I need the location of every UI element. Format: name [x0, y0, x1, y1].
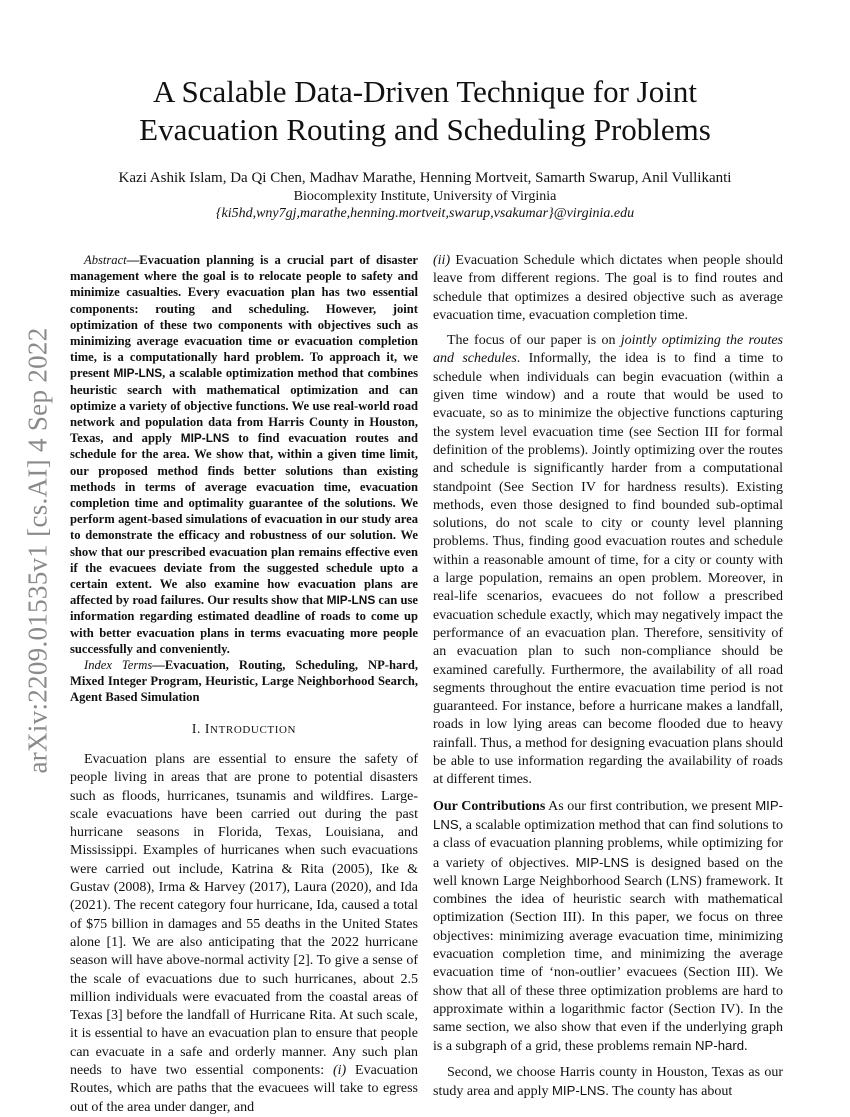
method-name: MIP-LNS — [551, 1083, 606, 1099]
abstract-text-2: , a scalable optimization method that combines heuristic search with mathematical optimization and can optimize a variety of objective functions. We use real-world road network and population data from Harris County in Houston, Texas, and apply — [70, 366, 418, 446]
list-marker-ii: (ii) — [433, 253, 451, 268]
index-terms-dash: — — [152, 658, 165, 673]
intro-paragraph — [70, 751, 418, 1117]
abstract — [70, 252, 418, 657]
right-column — [433, 252, 783, 1101]
section-heading-introduction — [70, 720, 418, 739]
section-name: NTRODUCTION — [210, 723, 297, 736]
contrib-text-c: is designed based on the well known Large Neighborhood Search (LNS) framework. It combines the idea of heuristic search with mathematical optimization (Section III). In this paper, we focus on three objectives: minimizing average evacuation time, minimizing evacuation completion time, and minimizing the average evacuation time of ‘non-outlier’ evacuees (Section III). We show that all of these three optimization problems are hard to approximate within a logarithmic factor (Section IV). In the same section, we also show that even if the underlying graph is a subgraph of a grid, these problems remain — [433, 855, 783, 1055]
second-contribution-paragraph — [433, 1064, 783, 1102]
contributions-paragraph — [433, 797, 783, 1057]
index-terms — [70, 657, 418, 706]
contrib-text-d: . — [744, 1039, 748, 1055]
section-numeral: I. I — [191, 720, 211, 736]
author-list: Kazi Ashik Islam, Da Qi Chen, Madhav Marathe, Henning Mortveit, Samarth Swarup, Anil Vullikanti — [118, 170, 732, 186]
schedule-paragraph — [433, 252, 783, 325]
contrib-text-a: As our first contribution, we present — [545, 798, 756, 814]
method-name: MIP-LNS — [180, 431, 230, 446]
abstract-text-3: to find evacuation routes and schedule for the area. We show that, within a given time limit, our proposed method finds better solutions than existing methods in terms of average evacuation time, evacuation completion time and optimality guarantee of the solutions. We perform agent-based simulations of evacuation in our study area to demonstrate the efficacy and robustness of our solution. We show that our prescribed evacuation plan remains effective even if the evacuees deviate from the suggested schedule upto a certain extent. We also examine how evacuation plans are affected by road failures. Our results show that — [70, 431, 419, 608]
focus-emphasis: jointly optimizing the routes and schedules — [433, 333, 783, 367]
index-terms-text: Evacuation, Routing, Scheduling, NP-hard, Mixed Integer Program, Heuristic, Large Neighborhood Search, Agent Based Simulation — [70, 658, 419, 705]
second-text-a: Second, we choose Harris county in Houston, Texas as our study area and apply — [433, 1064, 783, 1100]
method-name: MIP-LNS — [575, 854, 629, 870]
author-emails — [60, 204, 790, 224]
email-user-ids: {ki5hd,wny7gj,marathe,henning.mortveit,swarup,vsakumar} — [215, 206, 554, 221]
contrib-text-b: , a scalable optimization method that can find solutions to a class of evacuation planning problems, while optimizing for a variety of objectives. — [433, 817, 783, 871]
arxiv-identifier: arXiv:2209.01535v1 [cs.AI] 4 Sep 2022 — [22, 326, 53, 774]
intro-text-b: Evacuation Routes, which are paths that the evacuees will take to egress out of the area under danger, and — [70, 1063, 418, 1115]
method-name: MIP-LNS — [113, 366, 163, 381]
abstract-label: Abstract — [84, 253, 127, 267]
left-column — [70, 252, 418, 1117]
focus-text-b: . Informally, the idea is to find a time to schedule when individuals can begin evacuation (within a given time window) and a route that would be used to evacuate, so as to minimize the objective functions capturing the system level evacuation time (see Section III for formal definition of the problems). Jointly optimizing over the routes and schedule is significantly harder from a computational standpoint (See Section IV for hardness results). Existing methods, even those designed to find bounded sub-optimal solutions, do not scale to city or county level planning problems. Thus, finding good evacuation routes and schedule within a reasonable amount of time, for a city or county with a large population, remains an open problem. Moreover, in real-life scenarios, evacuees do not follow a prescribed evacuation schedule exactly, which may negatively impact the performance of an evacuation plan. Therefore, sensitivity of an evacuation plan to such non-compliance should be examined carefully. Furthermore, the availability of all road segments throughout the entire evacuation time period is not guaranteed. For instance, before a hurricane makes a landfall, roads in low lying areas can become flooded due to heavy rainfall. Thus, a method for designing evacuation plans should be able to use information regarding the availability of roads at different times. — [433, 351, 783, 788]
abstract-text-1: Evacuation planning is a crucial part of disaster management where the goal is to relocate people to safety and minimize casualties. Every evacuation plan has two essential components: routing and scheduling. However, joint optimization of these two components with objectives such as minimizing average evacuation time or evacuation completion time, is a computationally hard problem. To approach it, we present — [70, 253, 418, 381]
intro-text-a: Evacuation plans are essential to ensure the safety of people living in areas that are prone to potential disasters such as floods, hurricanes, tsunamis and wildfires. Large-scale evacuations have been carried out during the past hurricane seasons in Florida, Texas, Louisiana, and Mississippi. Examples of hurricanes when such evacuations were carried out include, Katrina & Rita (2005), Ike & Gustav (2008), Irma & Harvey (2017), Laura (2020), and Ida (2021). The recent category four hurricane, Ida, caused a total of $75 billion in damages and 55 deaths in the United States alone [1]. We are also anticipating that the 2022 hurricane season will have above-normal activity [2]. To give a sense of the scale of evacuations due to such hurricanes, about 2.5 million individuals were evacuated from the coastal areas of Texas [3] before the landfall of Hurricane Rita. At such scale, it is essential to have an evacuation plan to ensure that people can evacuate in a safe and orderly manner. Any such plan needs to have two essential components: — [70, 751, 418, 1079]
index-terms-label: Index Terms — [84, 658, 153, 673]
affiliation: Biocomplexity Institute, University of Virginia — [293, 189, 557, 204]
method-name: MIP-LNS — [326, 593, 376, 608]
list-marker-i: (i) — [332, 1063, 347, 1079]
np-hard-term: NP-hard — [695, 1038, 745, 1054]
email-domain: @virginia.edu — [553, 206, 635, 221]
abstract-text-4: can use information regarding estimated deadline of roads to come up with better evacuation plans in terms evacuating more people successfully and conveniently. — [70, 593, 418, 656]
paper-title-line-2: Evacuation Routing and Scheduling Problems — [139, 112, 711, 147]
abstract-dash: — — [126, 253, 140, 267]
second-text-b: . The county has about — [605, 1084, 733, 1100]
schedule-text: Evacuation Schedule which dictates when people should leave from different regions. The goal is to find routes and schedule that optimizes a desired objective such as average evacuation time, evacuation completion time. — [433, 253, 783, 323]
method-name: MIP-LNS — [433, 797, 783, 832]
paper-title-line-1: A Scalable Data-Driven Technique for Joint — [153, 74, 697, 109]
arxiv-sidebar-stamp — [18, 310, 58, 790]
contributions-heading: Our Contributions — [433, 798, 546, 814]
focus-text-a: The focus of our paper is on — [447, 333, 621, 349]
focus-paragraph — [433, 332, 783, 789]
